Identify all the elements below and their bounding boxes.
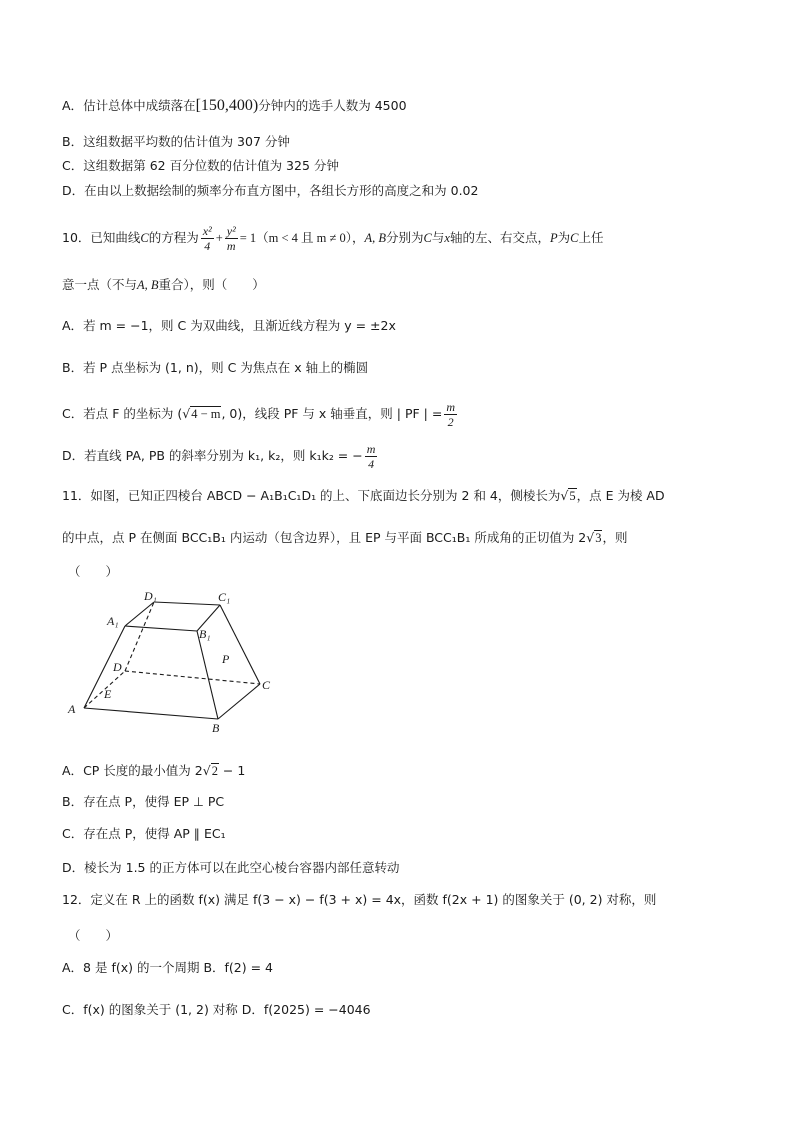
label-A: A xyxy=(68,702,76,716)
q11-option-d: D．棱长为 1.5 的正方体可以在此空心棱台容器内部任意转动 xyxy=(62,860,400,875)
fraction-y2-over-m: $\frac{\text{y²}}{m}$ xyxy=(226,224,236,253)
label-E: E xyxy=(104,687,112,701)
q10-stem-line2: 意一点（不与A, B重合），则（ ） xyxy=(62,277,265,292)
label-B: B xyxy=(212,721,220,735)
q9-option-b: B．这组数据平均数的估计值为 307 分钟 xyxy=(62,134,290,149)
edge-A1D1 xyxy=(125,602,154,626)
label-C1: C₁ xyxy=(218,590,231,604)
q10-stem-line1: 10．已知曲线C的方程为 $\frac{\text{x²}}{4}$ + $\frac{\text{y²}}{m}$ = 1（m < 4 且 m ≠ 0），A, B分别为C与x轴的左、右交点，P为C上任 xyxy=(62,224,604,253)
edge-DD1 xyxy=(125,602,154,671)
edge-A1B1 xyxy=(125,626,197,631)
q11-stem-line1: 11．如图，已知正四棱台 ABCD − A₁B₁C₁D₁ 的上、下底面边长分别为 2 和 4，侧棱长为√5，点 E 为棱 AD xyxy=(62,488,665,503)
question-number: 11． xyxy=(62,488,91,503)
q11-stem-line3: （ ） xyxy=(68,564,119,579)
label-B1: B₁ xyxy=(199,627,211,641)
frustum-figure xyxy=(60,588,280,738)
q10-option-b: B．若 P 点坐标为 (1, n)，则 C 为焦点在 x 轴上的椭圆 xyxy=(62,360,369,375)
q10-option-a: A．若 m = −1，则 C 为双曲线，且渐近线方程为 y = ±2x xyxy=(62,318,396,333)
q10-option-c: C．若点 F 的坐标为 (√4 − m, 0)，线段 PF 与 x 轴垂直，则 | PF | = $\frac{m}{2}$ xyxy=(62,400,455,429)
q12-options-row2: C．f(x) 的图象关于 (1, 2) 对称 D．f(2025) = −4046 xyxy=(62,1002,371,1017)
question-number: 10． xyxy=(62,230,91,245)
q11-option-b: B．存在点 P，使得 EP ⊥ PC xyxy=(62,794,225,809)
label-C: C xyxy=(262,678,271,692)
q9-option-d: D．在由以上数据绘制的频率分布直方图中，各组长方形的高度之和为 0.02 xyxy=(62,183,479,198)
edge-BB1 xyxy=(197,631,218,719)
fraction-m-over-4: $\frac{m}{4}$ xyxy=(366,442,376,471)
label-D1: D₁ xyxy=(144,589,157,603)
q12-options-row1: A．8 是 f(x) 的一个周期 B．f(2) = 4 xyxy=(62,960,274,975)
edge-BC xyxy=(218,684,260,719)
q11-option-a: A．CP 长度的最小值为 2√2 − 1 xyxy=(62,763,246,778)
q9-option-a: A．估计总体中成绩落在[150,400)分钟内的选手人数为 4500 xyxy=(62,97,407,114)
edge-DC xyxy=(125,671,260,684)
option-label: A． xyxy=(62,98,84,113)
edge-AB xyxy=(84,708,218,719)
question-number: 12． xyxy=(62,892,91,907)
fraction-x2-over-4: $\frac{\text{x²}}{4}$ xyxy=(202,224,212,253)
label-A1: A₁ xyxy=(107,614,119,628)
q11-stem-line2: 的中点，点 P 在侧面 BCC₁B₁ 内运动（包含边界），且 EP 与平面 BCC₁B₁ 所成角的正切值为 2√3，则 xyxy=(62,530,628,545)
label-P: P xyxy=(222,652,230,666)
q10-option-d: D．若直线 PA, PB 的斜率分别为 k₁, k₂，则 k₁k₂ = − $\frac{m}{4}$ xyxy=(62,442,376,471)
q9-option-c: C．这组数据第 62 百分位数的估计值为 325 分钟 xyxy=(62,158,339,173)
label-D: D xyxy=(113,660,122,674)
edge-D1C1 xyxy=(154,602,220,605)
q12-stem-line1: 12．定义在 R 上的函数 f(x) 满足 f(3 − x) − f(3 + x) = 4x，函数 f(2x + 1) 的图象关于 (0, 2) 对称，则 xyxy=(62,892,657,907)
q12-stem-line2: （ ） xyxy=(68,928,119,943)
fraction-m-over-2: $\frac{m}{2}$ xyxy=(446,400,455,429)
q11-option-c: C．存在点 P，使得 AP ∥ EC₁ xyxy=(62,826,226,841)
edge-CC1 xyxy=(220,605,260,684)
